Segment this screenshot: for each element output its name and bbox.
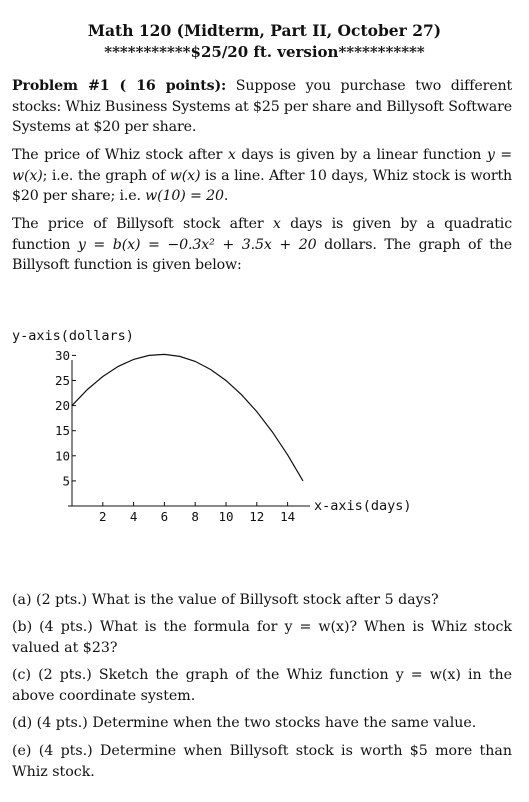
y-tick-label: 25 [54, 373, 70, 388]
question-label: (a) (2 pts.) [12, 592, 88, 608]
x-tick-label: 12 [249, 509, 265, 524]
question-label: (e) (4 pts.) [12, 743, 93, 759]
whiz-equation-1: y = w(x) [12, 147, 513, 184]
billy-text-1: The price of Billysoft stock after [12, 216, 273, 232]
x-tick-label: 4 [129, 509, 138, 524]
whiz-text-2: days is given by a linear function [235, 147, 487, 163]
whiz-paragraph [12, 145, 512, 207]
billy-equation: y = b(x) = −0.3x² + 3.5x + 20 [77, 236, 317, 253]
whiz-var-x: x [227, 147, 236, 163]
exam-version: ***********$25/20 ft. version*********** [104, 43, 425, 61]
whiz-text-4: is a line. After 10 days, Whiz stock is worth $20 per share; i.e. [12, 167, 512, 204]
problem-intro-text: Suppose you purchase two different stocks: Whiz Business Systems at $25 per share and Billysoft Software Systems at $20 per share. [12, 78, 512, 135]
exam-header [0, 20, 529, 62]
y-tick-label: 15 [54, 423, 70, 439]
y-tick-label: 20 [54, 398, 70, 414]
question-item [12, 617, 512, 658]
billy-text-3: dollars. The graph of the Billysoft function is given below: [12, 236, 512, 273]
question-item [12, 713, 512, 734]
y-tick-label: 30 [54, 347, 70, 363]
x-tick-label: 14 [280, 509, 296, 524]
question-text: What is the formula for y = w(x)? When is Whiz stock valued at $23? [12, 619, 512, 656]
x-tick-label: 8 [191, 509, 199, 524]
billysoft-graph [0, 320, 529, 530]
billysoft-curve [72, 354, 303, 481]
question-text: Determine when the two stocks have the same value. [92, 715, 477, 731]
question-item [12, 665, 512, 706]
question-item [12, 590, 512, 611]
question-text: Determine when Billysoft stock is worth $5 more than Whiz stock. [12, 743, 512, 780]
billysoft-paragraph [12, 214, 512, 276]
question-text: Sketch the graph of the Whiz function y = w(x) in the above coordinate system. [12, 667, 512, 704]
x-tick-label: 6 [160, 509, 169, 524]
problem-label: Problem #1 ( 16 points): [12, 78, 227, 94]
y-tick-label: 10 [54, 448, 70, 464]
whiz-equation-3: w(10) = 20 [145, 188, 224, 204]
question-text: What is the value of Billysoft stock after 5 days? [91, 592, 439, 608]
exam-title: Math 120 (Midterm, Part II, October 27) [87, 21, 442, 40]
x-tick-label: 10 [218, 509, 234, 524]
question-label: (b) (4 pts.) [12, 619, 93, 635]
x-axis-label: x-axis(days) [314, 498, 412, 514]
y-tick-label: 5 [62, 473, 70, 489]
whiz-text-5: . [223, 188, 229, 204]
y-axis-label: y-axis(dollars) [12, 328, 134, 344]
whiz-equation-2: w(x) [169, 167, 201, 184]
question-label: (c) (2 pts.) [12, 667, 92, 683]
question-item [12, 741, 512, 782]
billy-var-x: x [272, 216, 281, 232]
billy-text-2: days is given by a quadratic function [12, 216, 512, 253]
problem-intro [12, 76, 512, 138]
whiz-text-1: The price of Whiz stock after [12, 147, 228, 163]
x-tick-label: 2 [99, 509, 107, 524]
whiz-text-3: ; i.e. the graph of [42, 167, 170, 184]
question-label: (d) (4 pts.) [12, 715, 88, 731]
